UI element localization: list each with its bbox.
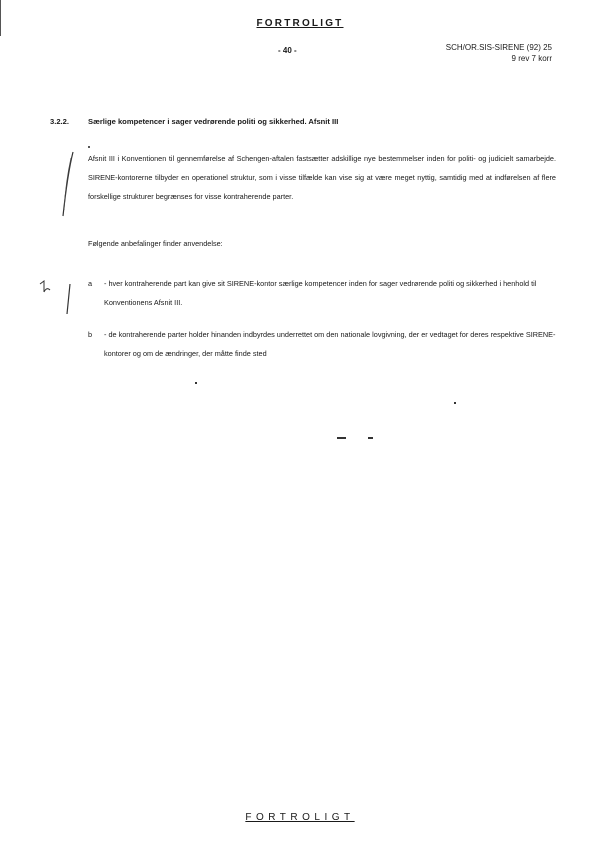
scan-speck <box>195 382 197 384</box>
document-reference <box>446 42 552 64</box>
handwritten-margin-mark <box>34 278 80 318</box>
section-title: Særlige kompetencer i sager vedrørende politi og sikkerhed. Afsnit III <box>88 117 339 126</box>
paragraph-intro: Afsnit III i Konventionen til gennemførelse af Schengen-aftalen fastsætter adskillige nye bestemmelser inden for politi- og judicielt samarbejde. SIRENE-kontorerne tilbyder en operationel struktur, som i visse tilfælde kan vise sig at være meget nyttig, samtidig med at indførelsen af flere forskellige strukturer begrænses for visse kontraherende parter. <box>88 154 556 201</box>
list-item-text: - hver kontraherende part kan give sit SIRENE-kontor særlige kompetencer inden for sager vedrørende politi og sikkerhed i henhold til Konventionens Afsnit III. <box>104 279 537 307</box>
page-number: - 40 - <box>278 46 297 55</box>
scan-speck <box>368 437 373 439</box>
document-reference-line-1: SCH/OR.SIS-SIRENE (92) 25 <box>445 43 552 52</box>
handwritten-margin-bracket <box>55 148 79 220</box>
classification-footer: FORTROLIGT <box>245 812 355 823</box>
scan-speck <box>88 146 90 148</box>
list-item-text: - de kontraherende parter holder hinanden indbyrdes underrettet om den nationale lovgivning, der er vedtaget for deres respektive SIRENE-kontorer og om de ændringer, der måtte finde sted <box>104 330 556 358</box>
document-reference-line-2: 9 rev 7 korr <box>511 54 552 63</box>
list-item-b <box>88 326 558 363</box>
scan-speck <box>337 437 346 439</box>
classification-header: FORTROLIGT <box>256 18 344 29</box>
section-heading <box>50 117 570 126</box>
scan-edge <box>0 0 1 36</box>
scan-speck <box>454 402 456 404</box>
section-number: 3.2.2. <box>50 117 69 126</box>
paragraph-recommendations-lead: Følgende anbefalinger finder anvendelse: <box>88 239 223 248</box>
list-item-label: b <box>88 330 93 339</box>
list-item-a <box>88 275 558 312</box>
list-item-label: a <box>88 279 93 288</box>
